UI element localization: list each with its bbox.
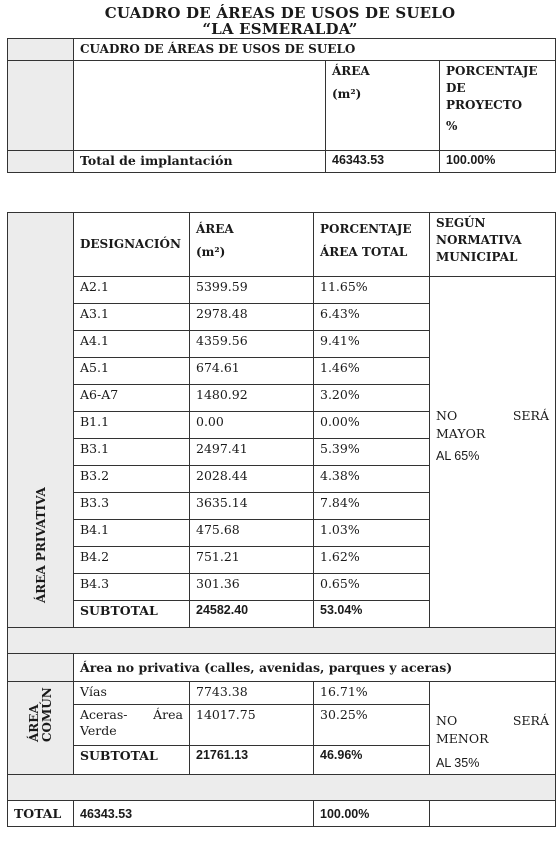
common-norm-word2: SERÁ bbox=[512, 713, 549, 728]
row-pct: 0.65% bbox=[314, 574, 430, 601]
row-name: A4.1 bbox=[74, 331, 190, 358]
common-norm-line2: MENOR bbox=[436, 731, 489, 746]
document-title: CUADRO DE ÁREAS DE USOS DE SUELO bbox=[104, 4, 456, 22]
normative-header-line1: SEGÚN bbox=[436, 216, 486, 230]
normative-header-line2: NORMATIVA bbox=[436, 233, 522, 247]
private-subtotal-pct: 53.04% bbox=[314, 601, 430, 628]
row-pct: 3.20% bbox=[314, 385, 430, 412]
row-name: A5.1 bbox=[74, 358, 190, 385]
row-name: B4.3 bbox=[74, 574, 190, 601]
summary-corner bbox=[8, 39, 74, 61]
pct-header-line2: ÁREA TOTAL bbox=[320, 245, 408, 259]
row-name: B3.2 bbox=[74, 466, 190, 493]
row-name: B3.3 bbox=[74, 493, 190, 520]
common-norm-word1: NO bbox=[436, 713, 458, 728]
row-pct: 7.84% bbox=[314, 493, 430, 520]
private-norm-word1: NO bbox=[436, 408, 458, 423]
row-pct: 1.03% bbox=[314, 520, 430, 547]
common-row-name-part3: Verde bbox=[80, 722, 117, 738]
private-norm-word2: SERÁ bbox=[512, 408, 549, 423]
row-pct: 1.46% bbox=[314, 358, 430, 385]
summary-pct-header bbox=[440, 61, 556, 151]
summary-area-header bbox=[326, 61, 440, 151]
section-spacer bbox=[8, 628, 556, 654]
summary-table bbox=[7, 38, 556, 173]
common-area-heading: Área no privativa (calles, avenidas, parques y aceras) bbox=[74, 654, 556, 682]
common-heading-side bbox=[8, 654, 74, 682]
row-pct: 6.43% bbox=[314, 304, 430, 331]
row-pct: 1.62% bbox=[314, 547, 430, 574]
common-row-pct: 16.71% bbox=[314, 682, 430, 705]
row-area: 5399.59 bbox=[190, 277, 314, 304]
common-row-name-part1: Aceras- bbox=[80, 706, 128, 722]
common-norm-line3: AL 35% bbox=[436, 756, 480, 770]
document-subtitle: “LA ESMERALDA” bbox=[202, 20, 358, 38]
row-name: B4.1 bbox=[74, 520, 190, 547]
summary-pct-header-line3: PROYECTO bbox=[446, 98, 523, 112]
row-pct: 5.39% bbox=[314, 439, 430, 466]
common-row-name bbox=[74, 704, 190, 745]
row-area: 475.68 bbox=[190, 520, 314, 547]
private-subtotal-label: SUBTOTAL bbox=[74, 601, 190, 628]
row-pct: 9.41% bbox=[314, 331, 430, 358]
row-area: 4359.56 bbox=[190, 331, 314, 358]
common-area-side-label: ÁREA COMÚN bbox=[8, 682, 74, 775]
common-subtotal-label: SUBTOTAL bbox=[74, 746, 190, 775]
common-row-area: 14017.75 bbox=[190, 704, 314, 745]
summary-pct-header-line1: PORCENTAJE bbox=[446, 64, 538, 78]
row-pct: 4.38% bbox=[314, 466, 430, 493]
summary-heading: CUADRO DE ÁREAS DE USOS DE SUELO bbox=[74, 39, 556, 61]
row-area: 2028.44 bbox=[190, 466, 314, 493]
private-area-side-label: ÁREA PRIVATIVA bbox=[8, 213, 74, 628]
section-spacer bbox=[8, 775, 556, 801]
total-label: TOTAL bbox=[8, 801, 74, 827]
area-header bbox=[190, 213, 314, 277]
private-normative-note bbox=[430, 277, 556, 628]
summary-total-pct: 100.00% bbox=[440, 151, 556, 173]
summary-total-area: 46343.53 bbox=[326, 151, 440, 173]
summary-pct-header-line4: % bbox=[446, 119, 458, 133]
pct-header-line1: PORCENTAJE bbox=[320, 222, 412, 236]
row-name: B4.2 bbox=[74, 547, 190, 574]
row-area: 2978.48 bbox=[190, 304, 314, 331]
summary-total-side bbox=[8, 151, 74, 173]
row-area: 751.21 bbox=[190, 547, 314, 574]
summary-area-header-line1: ÁREA bbox=[332, 64, 370, 78]
row-name: A6-A7 bbox=[74, 385, 190, 412]
total-empty-cell bbox=[430, 801, 556, 827]
pct-header bbox=[314, 213, 430, 277]
row-area: 3635.14 bbox=[190, 493, 314, 520]
row-area: 1480.92 bbox=[190, 385, 314, 412]
row-pct: 0.00% bbox=[314, 412, 430, 439]
summary-total-label: Total de implantación bbox=[74, 151, 326, 173]
row-name: B3.1 bbox=[74, 439, 190, 466]
summary-empty-label bbox=[74, 61, 326, 151]
common-subtotal-area: 21761.13 bbox=[190, 746, 314, 775]
land-use-table bbox=[7, 212, 556, 827]
row-name: B1.1 bbox=[74, 412, 190, 439]
area-header-line2: (m²) bbox=[196, 245, 226, 259]
normative-header bbox=[430, 213, 556, 277]
total-pct: 100.00% bbox=[314, 801, 430, 827]
common-row-name: Vías bbox=[74, 682, 190, 705]
row-area: 2497.41 bbox=[190, 439, 314, 466]
row-area: 301.36 bbox=[190, 574, 314, 601]
common-row-area: 7743.38 bbox=[190, 682, 314, 705]
row-pct: 11.65% bbox=[314, 277, 430, 304]
common-row-pct: 30.25% bbox=[314, 704, 430, 745]
private-subtotal-area: 24582.40 bbox=[190, 601, 314, 628]
row-name: A3.1 bbox=[74, 304, 190, 331]
common-normative-note bbox=[430, 682, 556, 775]
row-area: 674.61 bbox=[190, 358, 314, 385]
common-row-name-part2: Área bbox=[153, 706, 183, 722]
private-norm-line2: MAYOR bbox=[436, 426, 486, 441]
summary-pct-header-line2: DE bbox=[446, 81, 466, 95]
area-header-line1: ÁREA bbox=[196, 222, 234, 236]
total-area: 46343.53 bbox=[74, 801, 314, 827]
normative-header-line3: MUNICIPAL bbox=[436, 250, 518, 264]
designation-header: DESIGNACIÓN bbox=[74, 213, 190, 277]
summary-area-header-line2: (m²) bbox=[332, 87, 362, 101]
row-area: 0.00 bbox=[190, 412, 314, 439]
row-name: A2.1 bbox=[74, 277, 190, 304]
private-norm-line3: AL 65% bbox=[436, 449, 480, 463]
common-subtotal-pct: 46.96% bbox=[314, 746, 430, 775]
summary-empty-cell bbox=[8, 61, 74, 151]
